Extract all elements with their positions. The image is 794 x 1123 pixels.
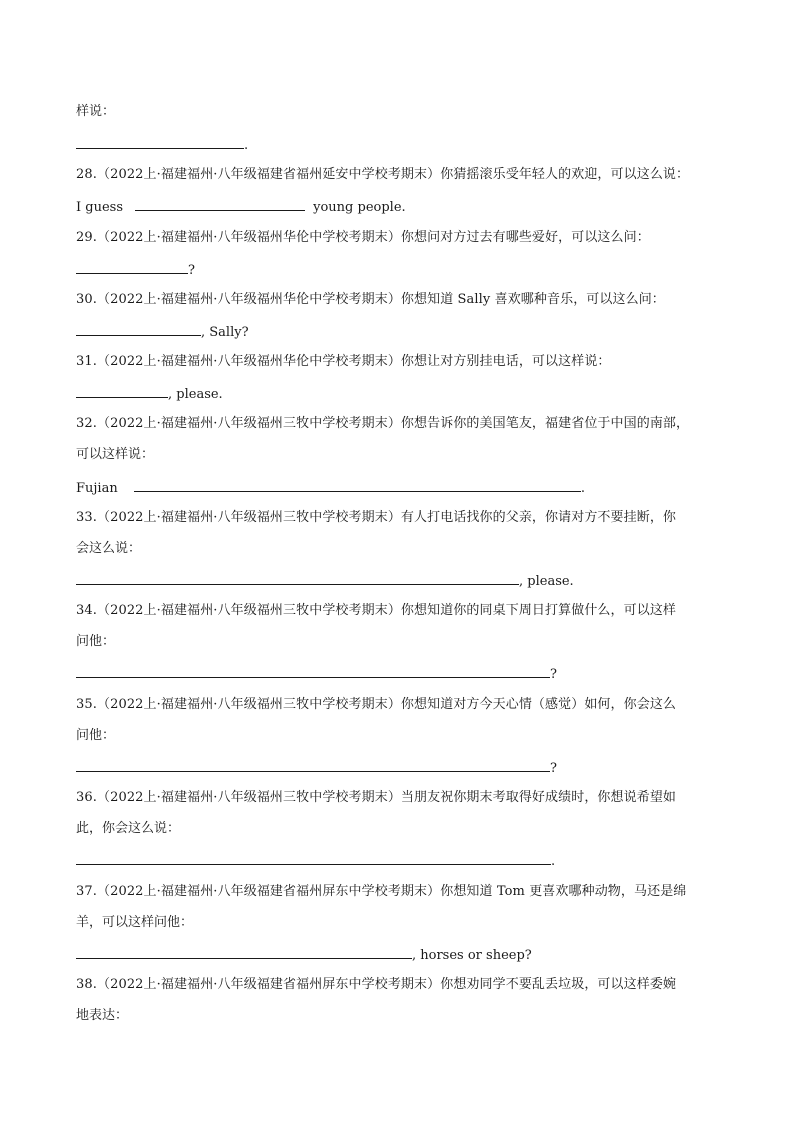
answer-line — [76, 572, 734, 590]
blank — [135, 198, 305, 211]
blank — [76, 385, 168, 398]
question-text: 样说： — [76, 104, 116, 119]
blank — [134, 479, 581, 492]
question-text: 问他： — [76, 728, 116, 743]
blank — [76, 323, 201, 336]
answer-suffix: ? — [550, 667, 557, 682]
question-text: 37.（2022上·福建福州·八年级福建省福州屏东中学校考期末）你想知道 Tom 更喜欢哪种动物，马还是绵 — [76, 884, 687, 899]
answer-suffix: . — [244, 138, 249, 153]
answer-line — [76, 665, 734, 683]
text-line — [76, 104, 734, 120]
answer-suffix: , horses or sheep? — [412, 948, 532, 963]
question-34 — [76, 603, 734, 619]
question-28 — [76, 167, 734, 183]
question-38 — [76, 977, 734, 993]
question-text: 可以这样说： — [76, 447, 155, 462]
answer-line — [76, 323, 734, 341]
question-text: 31.（2022上·福建福州·八年级福州华伦中学校考期末）你想让对方别挂电话，可以这样说： — [76, 354, 611, 369]
question-text: 32.（2022上·福建福州·八年级福州三牧中学校考期末）你想告诉你的美国笔友，福建省位于中国的南部， — [76, 416, 690, 431]
text-line — [76, 447, 734, 463]
answer-prefix: I guess — [76, 200, 123, 215]
question-37 — [76, 884, 734, 900]
answer-suffix: ? — [550, 761, 557, 776]
question-33 — [76, 510, 734, 526]
answer-suffix: , Sally? — [201, 325, 249, 340]
question-text: 地表达： — [76, 1008, 129, 1023]
answer-line — [76, 852, 734, 870]
question-text: 此，你会这么说： — [76, 821, 181, 836]
answer-suffix: . — [551, 854, 556, 869]
blank — [76, 852, 551, 865]
question-text: 29.（2022上·福建福州·八年级福州华伦中学校考期末）你想问对方过去有哪些爱好，可以这么问： — [76, 230, 650, 245]
question-text: 30.（2022上·福建福州·八年级福州华伦中学校考期末）你想知道 Sally 喜欢哪种音乐，可以这么问： — [76, 292, 665, 307]
question-text: 36.（2022上·福建福州·八年级福州三牧中学校考期末）当朋友祝你期末考取得好成绩时，你想说希望如 — [76, 790, 677, 805]
question-text: 会这么说： — [76, 541, 142, 556]
blank — [76, 572, 519, 585]
question-text: 33.（2022上·福建福州·八年级福州三牧中学校考期末）有人打电话找你的父亲，你请对方不要挂断，你 — [76, 510, 677, 525]
question-36 — [76, 790, 734, 806]
answer-suffix: . — [580, 481, 585, 496]
text-line — [76, 915, 734, 931]
question-text: 问他： — [76, 634, 116, 649]
question-text: 28.（2022上·福建福州·八年级福建省福州延安中学校考期末）你猜摇滚乐受年轻人的欢迎，可以这么说： — [76, 167, 690, 182]
answer-suffix: young people. — [313, 200, 406, 215]
text-line — [76, 541, 734, 557]
answer-suffix: , please. — [168, 387, 223, 402]
answer-line — [76, 479, 734, 497]
answer-suffix: ? — [188, 263, 195, 278]
question-text: 38.（2022上·福建福州·八年级福建省福州屏东中学校考期末）你想劝同学不要乱丢垃圾，可以这样委婉 — [76, 977, 677, 992]
question-29 — [76, 230, 734, 246]
question-text: 35.（2022上·福建福州·八年级福州三牧中学校考期末）你想知道对方今天心情（感觉）如何，你会这么 — [76, 697, 677, 712]
question-32 — [76, 416, 734, 432]
blank — [76, 946, 412, 959]
blank — [76, 136, 244, 149]
question-35 — [76, 697, 734, 713]
blank — [76, 759, 550, 772]
text-line — [76, 728, 734, 744]
question-31 — [76, 354, 734, 370]
answer-prefix: Fujian — [76, 481, 118, 496]
text-line — [76, 634, 734, 650]
question-30 — [76, 292, 734, 308]
text-line — [76, 1008, 734, 1024]
answer-line — [76, 198, 734, 216]
answer-line — [76, 136, 734, 154]
text-line — [76, 821, 734, 837]
question-text: 34.（2022上·福建福州·八年级福州三牧中学校考期末）你想知道你的同桌下周日打算做什么，可以这样 — [76, 603, 677, 618]
answer-line — [76, 385, 734, 403]
answer-line — [76, 261, 734, 279]
blank — [76, 665, 550, 678]
blank — [76, 261, 188, 274]
answer-line — [76, 759, 734, 777]
answer-suffix: , please. — [519, 574, 574, 589]
answer-line — [76, 946, 734, 964]
question-text: 羊，可以这样问他： — [76, 915, 194, 930]
